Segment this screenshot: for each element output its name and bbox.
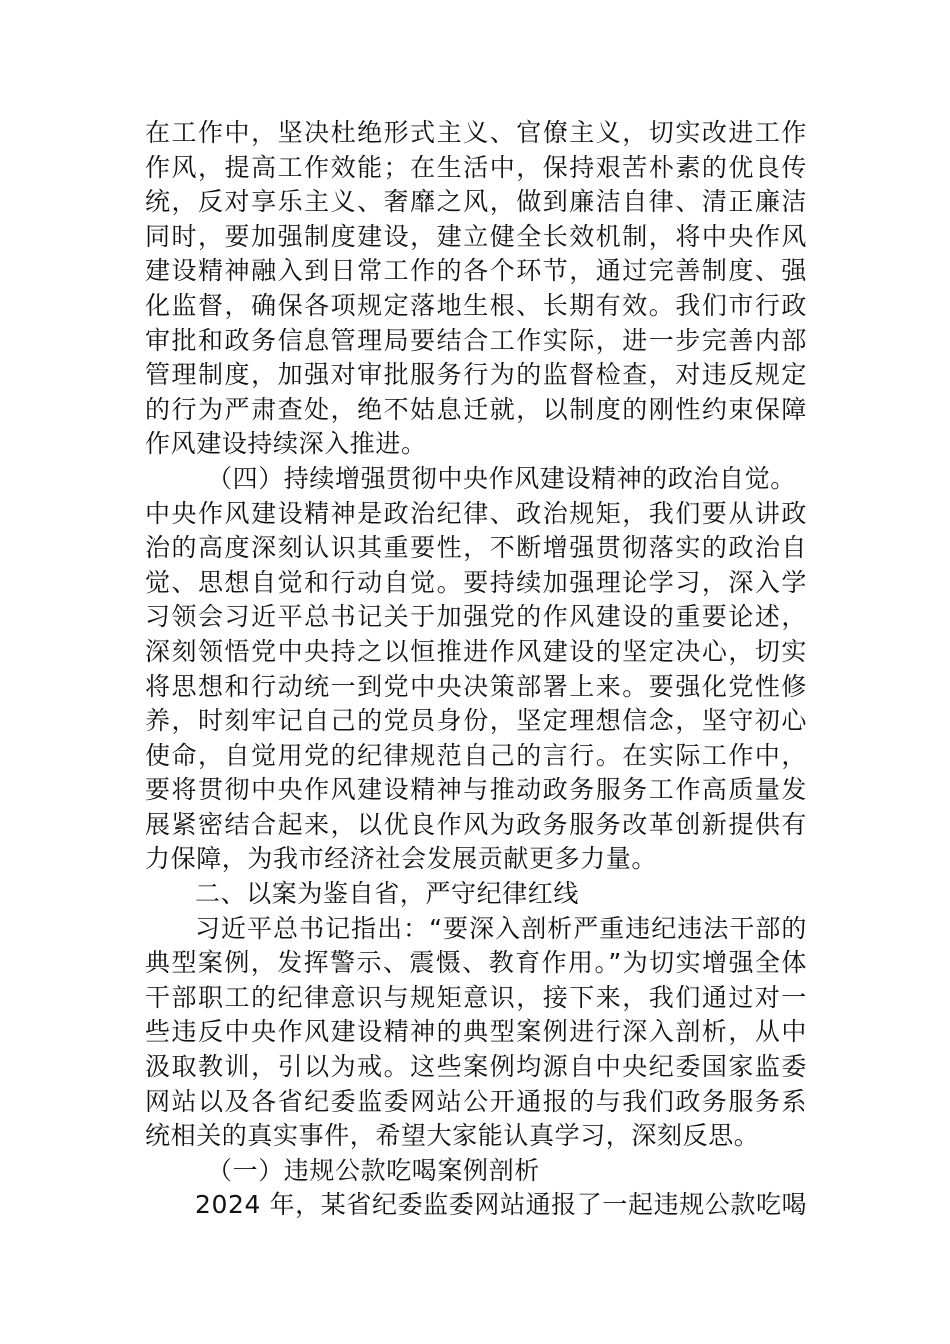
text-line: 在工作中，坚决杜绝形式主义、官僚主义，切实改进工作 <box>145 118 807 147</box>
text-line: 作风，提高工作效能；在生活中，保持艰苦朴素的优良传 <box>145 152 807 182</box>
text-line: 的行为严肃查处，绝不姑息迁就，以制度的刚性约束保障 <box>145 394 807 424</box>
document-body <box>145 116 807 1223</box>
text-line: 觉、思想自觉和行动自觉。要持续加强理论学习，深入学 <box>145 567 807 597</box>
text-line: 汲取教训，引以为戒。这些案例均源自中央纪委国家监委 <box>145 1052 807 1082</box>
text-line: 展紧密结合起来，以优良作风为政务服务改革创新提供有 <box>145 809 807 839</box>
text-line: 习近平总书记指出：“要深入剖析严重违纪违法干部的 <box>195 913 807 943</box>
text-line: 统，反对享乐主义、奢靡之风，做到廉洁自律、清正廉洁 <box>145 187 807 217</box>
text-line: 网站以及各省纪委监委网站公开通报的与我们政务服务系 <box>145 1086 807 1116</box>
text-line: 将思想和行动统一到党中央决策部署上来。要强化党性修 <box>145 671 807 701</box>
text-line: 审批和政务信息管理局要结合工作实际，进一步完善内部 <box>145 325 807 355</box>
section-heading: 二、以案为鉴自省，严守纪律红线 <box>195 879 580 909</box>
text-line: 2024 年，某省纪委监委网站通报了一起违规公款吃喝 <box>195 1190 808 1220</box>
subsection-heading: （一）违规公款吃喝案例剖析 <box>207 1155 540 1185</box>
text-line: 习领会习近平总书记关于加强党的作风建设的重要论述， <box>145 602 807 632</box>
text-line: 力保障，为我市经济社会发展贡献更多力量。 <box>145 844 658 874</box>
text-line: 管理制度，加强对审批服务行为的监督检查，对违反规定 <box>145 360 807 390</box>
text-line: 深刻领悟党中央持之以恒推进作风建设的坚定决心，切实 <box>145 636 807 666</box>
text-line: 化监督，确保各项规定落地生根、长期有效。我们市行政 <box>145 290 807 320</box>
section-heading: （四）持续增强贯彻中央作风建设精神的政治自觉。 <box>207 463 796 493</box>
text-line: 养，时刻牢记自己的党员身份，坚定理想信念，坚守初心 <box>145 706 807 736</box>
text-line: 些违反中央作风建设精神的典型案例进行深入剖析，从中 <box>145 1017 807 1047</box>
text-line: 统相关的真实事件，希望大家能认真学习，深刻反思。 <box>145 1121 760 1151</box>
text-line: 同时，要加强制度建设，建立健全长效机制，将中央作风 <box>145 221 807 251</box>
text-line: 典型案例，发挥警示、震慑、教育作用。”为切实增强全体 <box>145 948 807 978</box>
text-line: 治的高度深刻认识其重要性，不断增强贯彻落实的政治自 <box>145 533 807 563</box>
text-line: 作风建设持续深入推进。 <box>145 429 427 459</box>
text-line: 建设精神融入到日常工作的各个环节，通过完善制度、强 <box>145 256 807 286</box>
text-line: 中央作风建设精神是政治纪律、政治规矩，我们要从讲政 <box>145 498 807 528</box>
text-line: 使命，自觉用党的纪律规范自己的言行。在实际工作中， <box>145 740 807 770</box>
text-line: 要将贯彻中央作风建设精神与推动政务服务工作高质量发 <box>145 775 807 805</box>
text-line: 干部职工的纪律意识与规矩意识，接下来，我们通过对一 <box>145 982 807 1012</box>
